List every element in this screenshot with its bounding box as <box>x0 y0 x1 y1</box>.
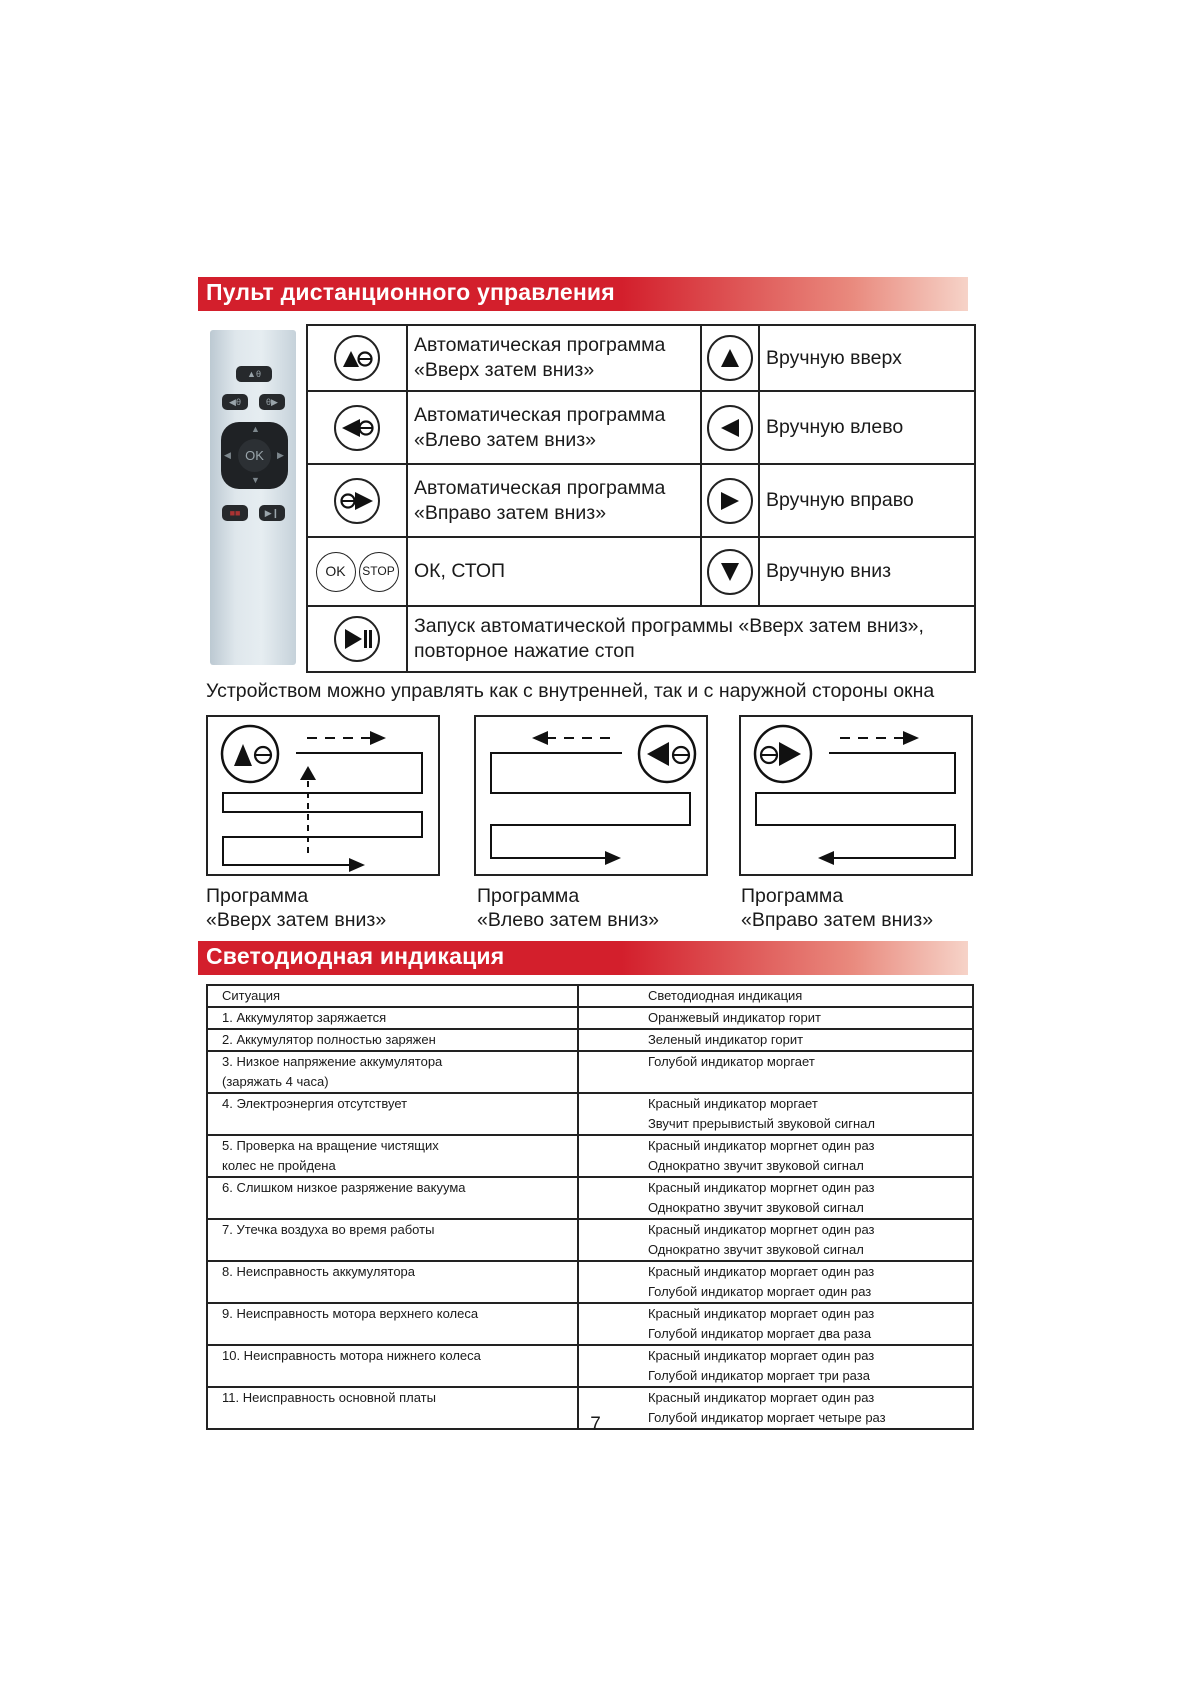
indication-text: Красный индикатор моргнет один раз <box>647 1222 875 1237</box>
program-diagram-right-down <box>739 715 973 876</box>
control-row <box>307 391 975 464</box>
section-banner-led <box>198 941 968 975</box>
page-number: 7 <box>590 1414 601 1435</box>
table-header <box>207 985 973 1007</box>
situation-text: 1. Аккумулятор заряжается <box>222 1010 387 1025</box>
program-caption <box>477 884 659 932</box>
situation-text: колес не пройдена <box>222 1158 336 1173</box>
indication-text: Оранжевый индикатор горит <box>647 1010 821 1025</box>
indication-text: Красный индикатор моргает один раз <box>647 1390 875 1405</box>
start-label: повторное нажатие стоп <box>414 640 635 662</box>
indication-text <box>648 1072 972 1092</box>
ok-stop-label: ОК, СТОП <box>414 560 506 582</box>
indication-text: Зеленый индикатор горит <box>647 1032 804 1047</box>
control-label: «Влево затем вниз» <box>414 428 597 451</box>
caption-line: Программа <box>206 885 309 907</box>
remote-control-image <box>210 330 296 665</box>
auto-left-down-icon <box>334 405 380 451</box>
indication-text: Красный индикатор моргает один раз <box>647 1306 875 1321</box>
control-label: «Вправо затем вниз» <box>414 501 607 524</box>
arrow-left-icon <box>707 405 753 451</box>
section-banner-remote <box>198 277 968 311</box>
indication-text: Однократно звучит звуковой сигнал <box>647 1200 864 1215</box>
arrow-right-icon: ▶ <box>277 450 284 460</box>
auto-up-down-icon <box>334 335 380 381</box>
indication-text: Голубой индикатор моргает два раза <box>647 1326 872 1341</box>
auto-right-button-icon: θ▶ <box>259 394 285 410</box>
control-label: Автоматическая программа <box>414 334 666 356</box>
control-row <box>307 537 975 606</box>
situation-text <box>222 1366 577 1386</box>
situation-text: 4. Электроэнергия отсутствует <box>222 1096 408 1111</box>
situation-text <box>222 1324 577 1344</box>
arrow-left-icon: ◀ <box>224 450 231 460</box>
play-pause-button-icon: ▶❙ <box>259 505 285 521</box>
situation-text: 6. Слишком низкое разряжение вакуума <box>222 1180 466 1195</box>
arrow-up-icon: ▲ <box>251 424 260 434</box>
indication-text: Звучит прерывистый звуковой сигнал <box>647 1116 875 1131</box>
header-situation: Ситуация <box>222 988 281 1003</box>
control-row <box>307 325 975 391</box>
situation-text: 7. Утечка воздуха во время работы <box>222 1222 435 1237</box>
play-pause-icon <box>334 616 380 662</box>
auto-left-button-icon: ◀θ <box>222 394 248 410</box>
manual-up-label: Вручную вверх <box>766 346 902 369</box>
indication-text: Голубой индикатор моргает <box>647 1054 815 1069</box>
control-label: Автоматическая программа <box>414 403 666 426</box>
arrow-down-icon <box>707 549 753 595</box>
program-diagram-left-down <box>474 715 708 876</box>
usage-note: Устройством можно управлять как с внутренней, так и с наружной стороны окна <box>206 680 935 702</box>
table-row <box>207 1219 973 1261</box>
indication-text: Голубой индикатор моргает четыре раз <box>647 1410 886 1425</box>
situation-text: 8. Неисправность аккумулятора <box>222 1264 416 1279</box>
arrow-up-icon <box>707 335 753 381</box>
situation-text <box>222 1114 577 1134</box>
indication-text: Голубой индикатор моргает один раз <box>647 1284 872 1299</box>
control-row <box>307 464 975 537</box>
table-row <box>207 1007 973 1029</box>
table-row <box>207 1303 973 1345</box>
program-caption <box>741 884 933 932</box>
program-diagram-up-down <box>206 715 440 876</box>
caption-line: Программа <box>741 885 844 907</box>
stop-button-icon: ■■ <box>222 505 248 521</box>
table-row <box>207 1261 973 1303</box>
table-row <box>207 1345 973 1387</box>
control-row <box>307 606 975 672</box>
auto-right-down-icon <box>334 478 380 524</box>
caption-line: Программа <box>477 885 580 907</box>
caption-line: «Вверх затем вниз» <box>206 909 387 931</box>
manual-left-label: Вручную влево <box>766 416 904 438</box>
indication-text: Однократно звучит звуковой сигнал <box>647 1158 864 1173</box>
situation-text: 3. Низкое напряжение аккумулятора <box>222 1054 443 1069</box>
indication-text: Красный индикатор моргает один раз <box>647 1348 875 1363</box>
arrow-down-icon: ▼ <box>251 475 260 485</box>
stop-icon: STOP <box>359 552 399 592</box>
indication-text: Красный индикатор моргает один раз <box>647 1264 875 1279</box>
table-row <box>207 1093 973 1135</box>
auto-up-down-button-icon: ▲θ <box>236 366 272 382</box>
indication-text: Голубой индикатор моргает три раза <box>647 1368 870 1383</box>
controls-table <box>306 324 976 673</box>
caption-line: «Влево затем вниз» <box>477 909 660 931</box>
situation-text <box>222 1240 577 1260</box>
start-label: Запуск автоматической программы «Вверх затем вниз», <box>414 615 924 637</box>
situation-text: (заряжать 4 часа) <box>222 1074 329 1089</box>
indication-text: Красный индикатор моргнет один раз <box>647 1138 875 1153</box>
situation-text: 11. Неисправность основной платы <box>222 1390 436 1405</box>
situation-text: 9. Неисправность мотора верхнего колеса <box>222 1306 479 1321</box>
section-title: Светодиодная индикация <box>206 943 505 969</box>
situation-text <box>222 1198 577 1218</box>
manual-right-label: Вручную вправо <box>766 489 914 511</box>
program-caption <box>206 884 386 932</box>
indication-text: Красный индикатор моргает <box>647 1096 818 1111</box>
ok-icon: OK <box>316 552 356 592</box>
header-indication: Светодиодная индикация <box>647 988 803 1003</box>
indication-text: Красный индикатор моргнет один раз <box>647 1180 875 1195</box>
table-row <box>207 1051 973 1093</box>
table-row <box>207 1029 973 1051</box>
table-row <box>207 1177 973 1219</box>
caption-line: «Вправо затем вниз» <box>741 909 934 931</box>
situation-text: 10. Неисправность мотора нижнего колеса <box>222 1348 481 1363</box>
led-table <box>206 984 974 1430</box>
ok-button-icon: OK <box>238 439 271 472</box>
section-title: Пульт дистанционного управления <box>206 279 615 305</box>
manual-down-label: Вручную вниз <box>766 560 892 582</box>
dpad <box>221 422 288 489</box>
situation-text: 5. Проверка на вращение чистящих <box>222 1138 439 1153</box>
situation-text <box>222 1282 577 1302</box>
arrow-right-icon <box>707 478 753 524</box>
table-row <box>207 1135 973 1177</box>
situation-text: 2. Аккумулятор полностью заряжен <box>222 1032 436 1047</box>
control-label: «Вверх затем вниз» <box>414 359 595 381</box>
indication-text: Однократно звучит звуковой сигнал <box>647 1242 864 1257</box>
control-label: Автоматическая программа <box>414 476 666 499</box>
